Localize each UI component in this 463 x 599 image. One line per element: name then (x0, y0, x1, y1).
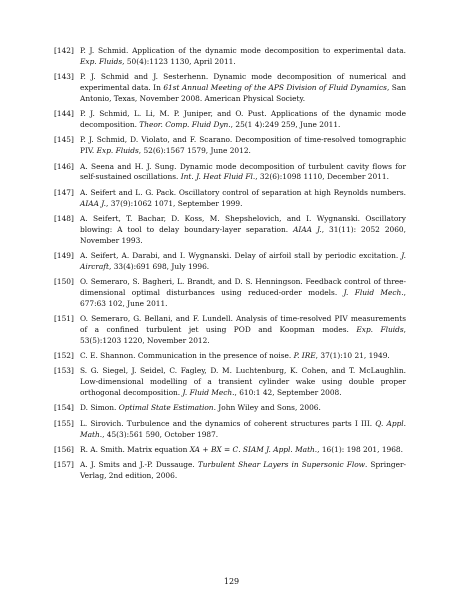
reference-text (80, 460, 406, 482)
reference-number: [142] (54, 46, 74, 55)
reference-segment: , San Antonio, Texas, November 2008. American Physical Society. (80, 82, 407, 103)
reference-item (54, 403, 406, 414)
reference-item (54, 251, 406, 273)
reference-italic-segment: Exp. Fluids (96, 146, 139, 156)
reference-italic-segment: J. Aircraft (80, 250, 406, 271)
reference-text (80, 135, 406, 157)
reference-text (80, 46, 406, 68)
reference-segment: , 25(1 4):249 259, June 2011. (230, 119, 341, 129)
reference-segment: R. A. Smith. Matrix equation (80, 445, 190, 455)
reference-item (54, 366, 406, 398)
reference-segment: O. Semeraro, S. Bagheri, L. Brandt, and D. S. Henningson. Feedback control of three-dimensional optimal disturbances using reduced-order models. (80, 277, 406, 297)
reference-number: [154] (54, 403, 74, 413)
reference-text (80, 277, 406, 309)
reference-text (80, 419, 406, 441)
reference-segment: , 610:1 42, September 2008. (234, 388, 342, 398)
reference-italic-segment: Optimal State Estimation (118, 403, 214, 413)
reference-segment: D. Simon. (80, 403, 119, 413)
reference-segment: , 53(5):1203 1220, November 2012. (80, 324, 406, 345)
reference-text (80, 366, 406, 398)
reference-segment: , 16(1): 198 201, 1968. (317, 445, 403, 455)
reference-item (54, 445, 406, 456)
reference-segment: , 33(4):691 698, July 1996. (109, 261, 210, 271)
reference-item (54, 277, 406, 309)
reference-italic-segment: Q. Appl. Math. (80, 418, 407, 439)
reference-item (54, 109, 406, 131)
reference-text (80, 72, 406, 104)
reference-number: [147] (54, 187, 74, 197)
reference-number: [149] (54, 250, 74, 260)
reference-segment: , 45(3):561 590, October 1987. (102, 429, 219, 439)
reference-italic-segment: AIAA J. (80, 198, 107, 208)
reference-number: [145] (54, 135, 74, 145)
reference-segment: A. J. Smits and J.-P. Dussauge. (80, 460, 198, 470)
reference-number: [155] (54, 418, 74, 428)
reference-text (80, 403, 406, 414)
reference-number: [144] (54, 109, 74, 119)
page-number: 129 (223, 577, 240, 586)
reference-number: [157] (54, 460, 74, 470)
reference-segment: P. J. Schmid and J. Sesterhenn. Dynamic mode decomposition of numerical and experimental data. In (80, 72, 406, 92)
reference-italic-segment: BX (210, 445, 222, 455)
reference-segment: , 50(4):1123 1130, April 2011. (122, 56, 236, 66)
reference-segment: , 32(6):1098 1110, December 2011. (255, 172, 389, 182)
reference-italic-segment: 61st Annual Meeting of the APS Division of Fluid Dynamics (163, 82, 387, 92)
reference-item (54, 314, 406, 346)
reference-item (54, 72, 406, 104)
reference-number: [150] (54, 277, 74, 287)
reference-item (54, 162, 406, 184)
reference-text (80, 188, 406, 210)
reference-segment: O. Semeraro, G. Bellani, and F. Lundell. Analysis of time-resolved PIV measurements of a confined turbulent jet using POD and Koopman modes. (80, 314, 406, 334)
reference-segment: , 677:63 102, June 2011. (80, 287, 406, 308)
reference-item (54, 135, 406, 157)
reference-segment: + (200, 445, 211, 455)
reference-segment: , 37(1):10 21, 1949. (315, 351, 390, 361)
reference-segment: A. Seifert and L. G. Pack. Oscillatory control of separation at high Reynolds numbers. (80, 187, 406, 197)
reference-number: [151] (54, 314, 74, 324)
reference-segment: A. Seena and H. J. Sung. Dynamic mode decomposition of turbulent cavity flows for self-sustained oscillations. (80, 161, 406, 182)
reference-text (80, 351, 406, 362)
reference-list (54, 46, 406, 487)
reference-italic-segment: C (232, 445, 239, 455)
reference-segment: A. Seifert, A. Darabi, and I. Wygnanski. Delay of airfoil stall by periodic excitation. (80, 250, 402, 260)
reference-segment: . Springer-Verlag, 2nd edition, 2006. (80, 460, 406, 481)
reference-italic-segment: SIAM J. Appl. Math. (242, 445, 318, 455)
reference-italic-segment: Exp. Fluids (80, 56, 123, 66)
reference-number: [148] (54, 213, 74, 223)
reference-segment: , 52(6):1567 1579, June 2012. (138, 146, 251, 156)
reference-italic-segment: J. Fluid Mech. (182, 388, 235, 398)
reference-segment: , 31(11): 2052 2060, November 1993. (80, 224, 406, 245)
reference-segment: C. E. Shannon. Communication in the presence of noise. (80, 351, 294, 361)
reference-number: [143] (54, 72, 74, 82)
reference-segment: . John Wiley and Sons, 2006. (213, 403, 321, 413)
reference-item (54, 46, 406, 68)
reference-italic-segment: J. Fluid Mech. (343, 287, 404, 297)
reference-italic-segment: AIAA J. (293, 224, 322, 234)
reference-italic-segment: Int. J. Heat Fluid Fl. (180, 172, 256, 182)
reference-text (80, 251, 406, 273)
reference-segment: = (221, 445, 233, 455)
reference-italic-segment: Theor. Comp. Fluid Dyn. (139, 119, 231, 129)
reference-italic-segment: XA (189, 445, 201, 455)
reference-number: [153] (54, 366, 74, 376)
reference-item (54, 188, 406, 210)
reference-number: [152] (54, 351, 74, 361)
reference-italic-segment: Turbulent Shear Layers in Supersonic Flow (197, 460, 365, 470)
reference-segment: , 37(9):1062 1071, September 1999. (106, 198, 243, 208)
reference-text (80, 445, 406, 456)
reference-text (80, 214, 406, 246)
reference-segment: A. Seifert, T. Bachar, D. Koss, M. Shepshelovich, and I. Wygnanski. Oscillatory blowing: A tool to delay boundary-layer separation. (80, 213, 406, 234)
reference-italic-segment: P. IRE (293, 351, 316, 361)
reference-italic-segment: Exp. Fluids (356, 324, 404, 334)
reference-segment: S. G. Siegel, J. Seidel, C. Fagley, D. M. Luchtenburg, K. Cohen, and T. McLaughlin. Low-dimensional modelling of a transient cylinder wake using double proper orthogonal decomposition. (80, 366, 406, 398)
reference-number: [156] (54, 445, 74, 455)
reference-segment: . (238, 445, 243, 455)
reference-text (80, 162, 406, 184)
reference-text (80, 109, 406, 131)
reference-item (54, 419, 406, 441)
reference-item (54, 351, 406, 362)
reference-number: [146] (54, 161, 74, 171)
reference-segment: P. J. Schmid. Application of the dynamic mode decomposition to experimental data. (80, 46, 406, 55)
reference-segment: L. Sirovich. Turbulence and the dynamics of coherent structures parts I III. (80, 418, 376, 428)
reference-item (54, 214, 406, 246)
reference-segment: P. J. Schmid, L. Li, M. P. Juniper, and O. Pust. Applications of the dynamic mode decomposition. (80, 109, 406, 129)
reference-segment: P. J. Schmid, D. Violato, and F. Scarano. Decomposition of time-resolved tomographic PIV. (80, 135, 406, 156)
reference-item (54, 460, 406, 482)
reference-text (80, 314, 406, 346)
